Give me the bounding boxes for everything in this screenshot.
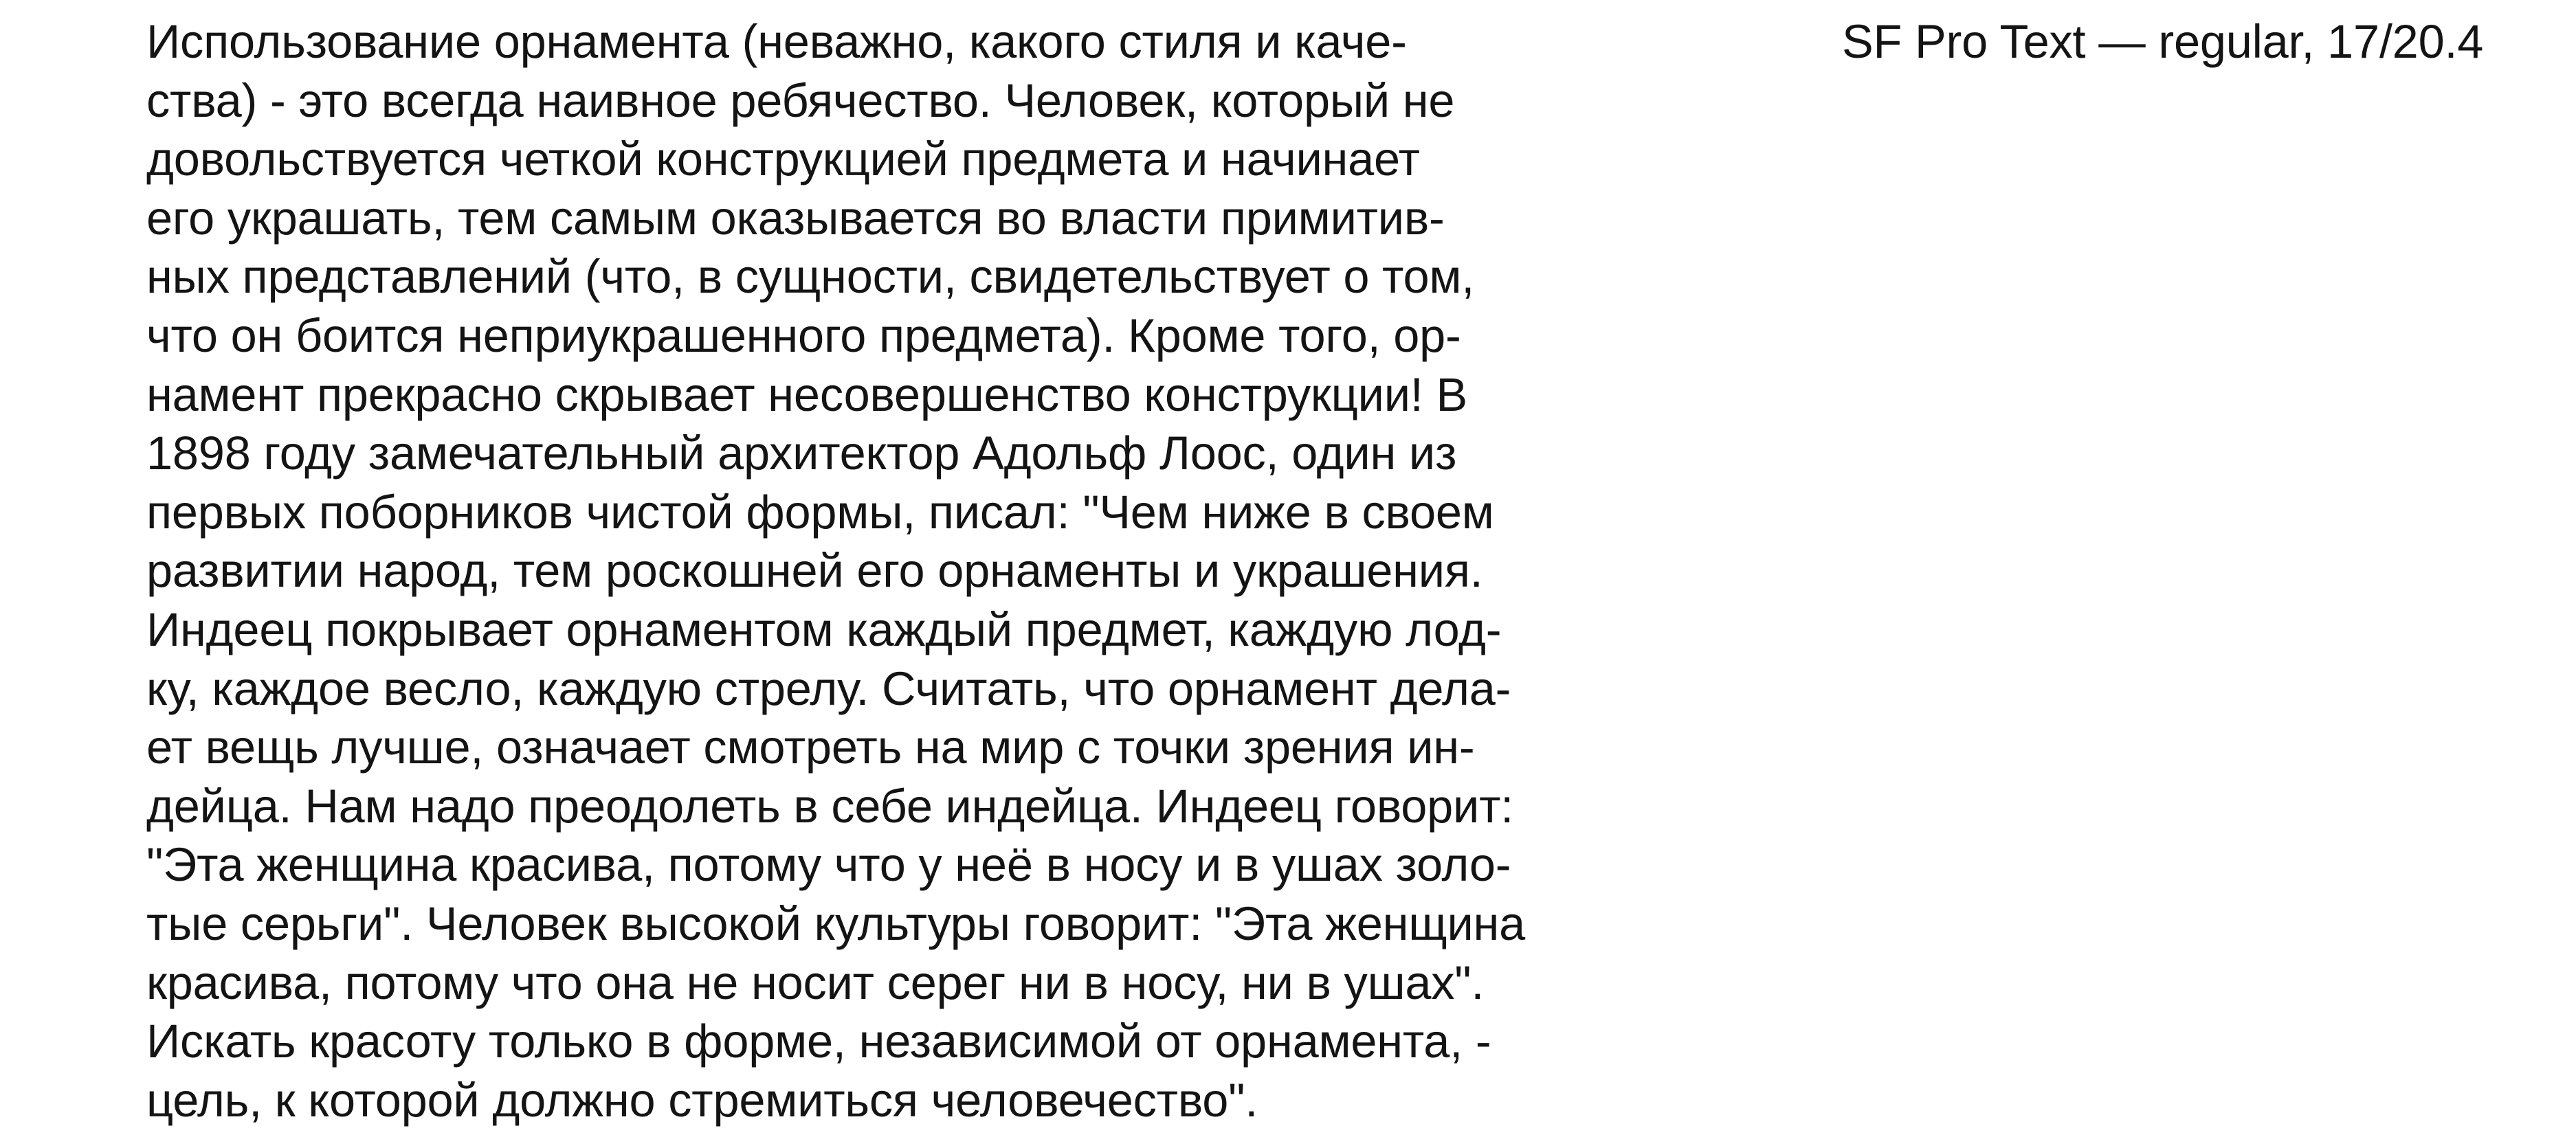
text-line: намент прекрасно скрывает несовершенство конструкции! В: [146, 368, 1467, 421]
text-line: ку, каждое весло, каждую стрелу. Считать, что орнамент дела-: [146, 662, 1511, 715]
text-line: Использование орнамента (неважно, какого стиля и каче-: [146, 15, 1407, 68]
text-line: Искать красоту только в форме, независимой от орнамента, -: [146, 1015, 1491, 1068]
body-text: [146, 12, 1768, 1129]
text-line: 1898 году замечательный архитектор Адольф Лоос, один из: [146, 427, 1457, 480]
text-line: "Эта женщина красива, потому что у неё в носу и в ушах золо-: [146, 838, 1511, 892]
text-line: цель, к которой должно стремиться человечество".: [146, 1073, 1258, 1127]
text-line: развитии народ, тем роскошней его орнаменты и украшения.: [146, 544, 1483, 598]
text-line: дейца. Нам надо преодолеть в себе индейца. Индеец говорит:: [146, 779, 1514, 833]
text-line: тые серьги". Человек высокой культуры говорит: "Эта женщина: [146, 897, 1526, 950]
text-line: первых поборников чистой формы, писал: "Чем ниже в своем: [146, 485, 1494, 539]
text-line: ет вещь лучше, означает смотреть на мир с точки зрения ин-: [146, 721, 1475, 774]
text-line: ства) - это всегда наивное ребячество. Человек, который не: [146, 74, 1455, 127]
text-line: Индеец покрывает орнаментом каждый предмет, каждую лод-: [146, 603, 1502, 656]
text-line: красива, потому что она не носит серег ни в носу, ни в ушах".: [146, 956, 1485, 1009]
text-line: ных представлений (что, в сущности, свидетельствует о том,: [146, 250, 1475, 304]
text-line: довольствуется четкой конструкцией предмета и начинает: [146, 133, 1420, 186]
text-line: что он боится неприукрашенного предмета). Кроме того, ор-: [146, 308, 1461, 362]
font-spec-label: SF Pro Text — regular, 17/20.4: [1842, 15, 2484, 68]
text-line: его украшать, тем самым оказывается во власти примитив-: [146, 191, 1445, 245]
